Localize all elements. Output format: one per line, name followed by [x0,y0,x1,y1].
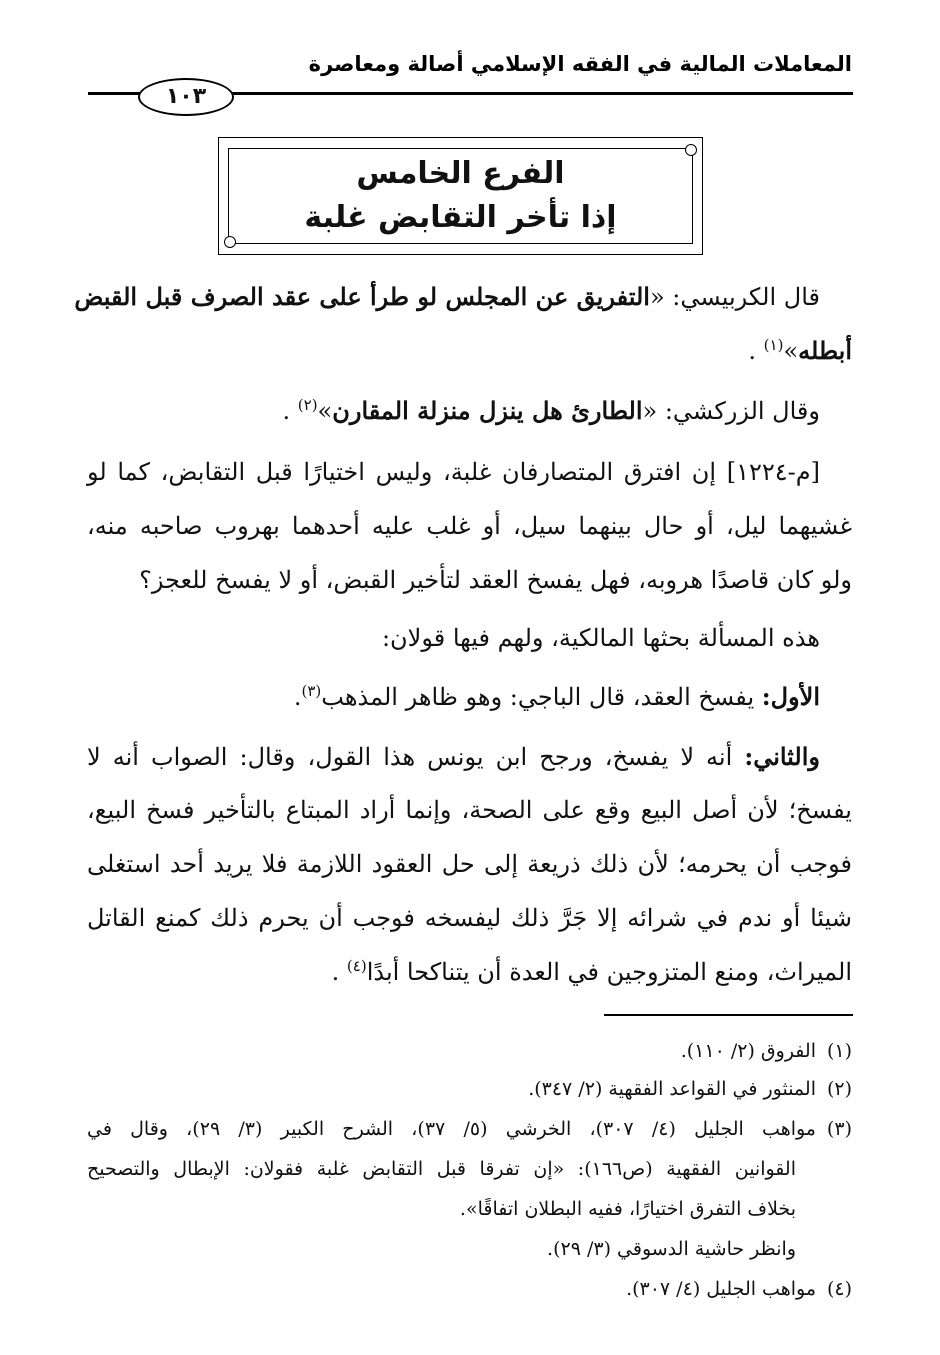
paragraph-maliki-intro: هذه المسألة بحثها المالكية، ولهم فيها قولان: [381,624,820,652]
footnote-ref-3[interactable]: (٣) [301,682,322,700]
running-header-title: المعاملات المالية في الفقه الإسلامي أصالة ومعاصرة [308,52,852,76]
paragraph-second-opinion-line2: يفسخ؛ لأن أصل البيع وقع على الصحة، وإنما أراد المبتاع بالتأخير فسخ البيع، [87,796,852,824]
quote-karabisi: التفريق عن المجلس لو طرأ على عقد الصرف قبل القبض [74,282,650,311]
footnote-ref-4[interactable]: (٤) [346,957,367,975]
label-second: والثاني: [744,742,820,771]
footnote-separator [604,1014,853,1016]
paragraph-second-opinion-line3: فوجب أن يحرمه؛ لأن ذلك ذريعة إلى حل العقود اللازمة فلا يريد أحد استغلى [87,850,852,878]
paragraph-karabisi-line1: قال الكربيسي: «التفريق عن المجلس لو طرأ على عقد الصرف قبل القبض [74,282,820,311]
footnote-3-line2: القوانين الفقهية (ص١٦٦): «إن تفرقا قبل التقابض غلبة فقولان: الإبطال والتصحيح [87,1158,796,1180]
paragraph-second-opinion-line5: الميراث، ومنع المتزوجين في العدة أن يتناكحا أبدًا$^{(٤)}$ . [331,957,852,986]
footnote-ref-1[interactable]: (١) [763,336,784,354]
paragraph-zarkashi: وقال الزركشي: «الطارئ هل ينزل منزلة المقارن»$^{(٢)}$ . [282,396,820,425]
footnote-3-line1: (٣)مواهب الجليل (٤/ ٣٠٧)، الخرشي (٥/ ٣٧)، الشرح الكبير (٣/ ٢٩)، وقال في [87,1118,852,1140]
paragraph-karabisi-line2: أبطله»$^{(١)}$ . [748,336,852,365]
footnote-3-line3: بخلاف التفرق اختيارًا، ففيه البطلان اتفاقًا». [459,1198,796,1220]
page-number: ١٠٣ [138,78,234,116]
section-title: الفرع الخامس [356,156,565,191]
paragraph-issue-line2: غشيهما ليل، أو حال بينهما سيل، أو غلب عليه أحدهما بهروب صاحبه منه، [87,512,852,540]
label-first: الأول: [761,682,820,711]
footnote-2: (٢)المنثور في القواعد الفقهية (٢/ ٣٤٧). [528,1078,852,1100]
section-title-box [218,137,703,255]
paragraph-second-opinion-line4: شيئا أو ندم في شرائه إلا جَرَّ ذلك ليفسخه فوجب أن يحرم ذلك كمنع القاتل [87,904,852,932]
footnote-1: (١)الفروق (٢/ ١١٠). [680,1040,852,1062]
footnote-4: (٤)مواهب الجليل (٤/ ٣٠٧). [626,1278,852,1300]
quote-zarkashi: الطارئ هل ينزل منزلة المقارن [332,396,643,425]
paragraph-issue-line1: [م-١٢٢٤] إن افترق المتصارفان غلبة، وليس اختيارًا قبل التقابض، كما لو [87,458,820,486]
paragraph-first-opinion: الأول: يفسخ العقد، قال الباجي: وهو ظاهر المذهب$^{(٣)}$. [293,682,820,711]
paragraph-issue-line3: ولو كان قاصدًا هروبه، فهل يفسخ العقد لتأخير القبض، أو لا يفسخ للعجز؟ [139,566,852,594]
footnote-ref-2[interactable]: (٢) [297,396,318,414]
section-subtitle: إذا تأخر التقابض غلبة [304,200,617,235]
paragraph-second-opinion-line1: والثاني: أنه لا يفسخ، ورجح ابن يونس هذا القول، وقال: الصواب أنه لا [87,742,820,771]
footnote-3-line4: وانظر حاشية الدسوقي (٣/ ٢٩). [547,1238,796,1260]
